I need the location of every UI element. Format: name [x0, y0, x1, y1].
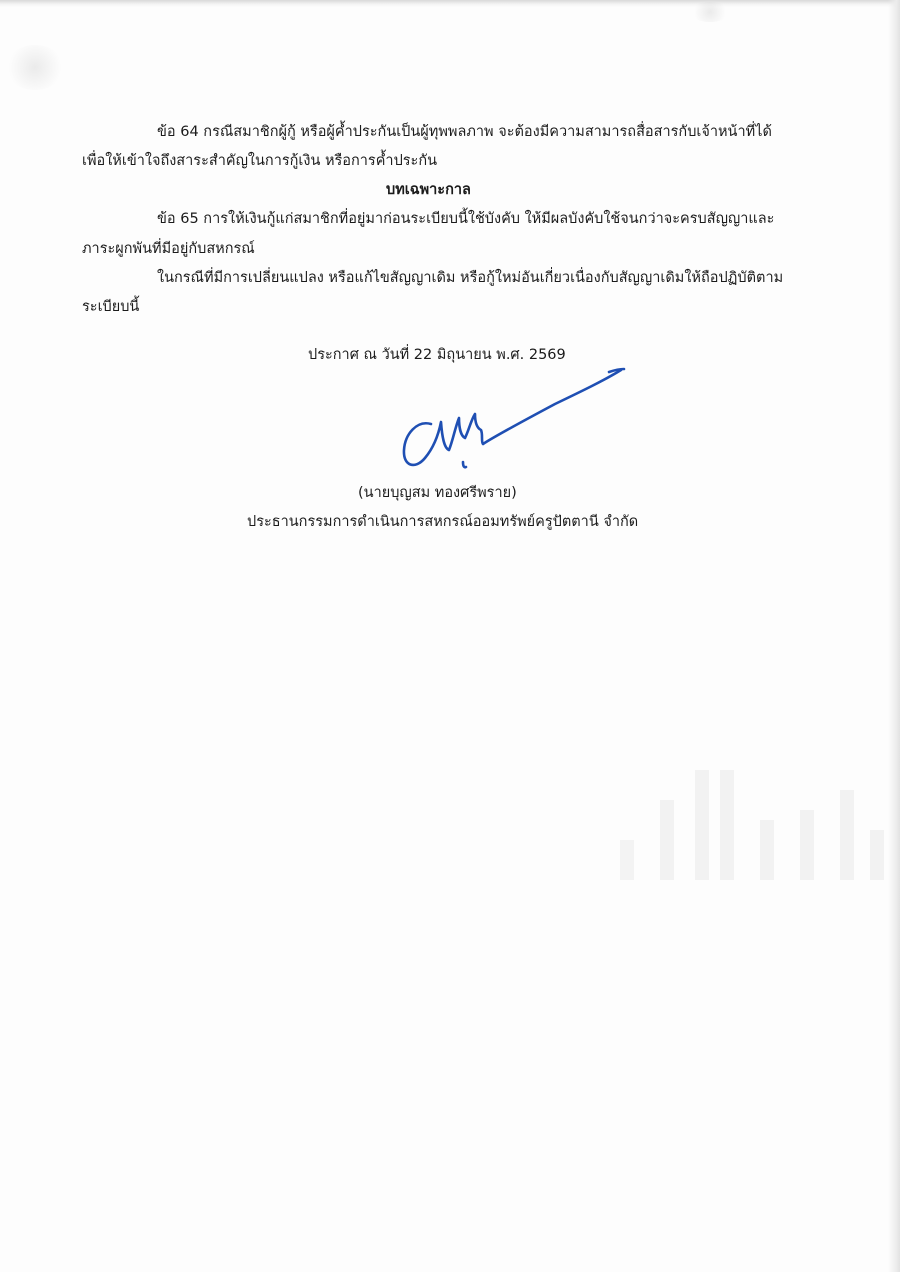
scan-top-edge	[0, 0, 900, 7]
article-65-line-2: ภาระผูกพันที่มีอยู่กับสหกรณ์	[82, 241, 255, 257]
article-65-paragraph-2-line-1: ในกรณีที่มีการเปลี่ยนแปลง หรือแก้ไขสัญญาเดิม หรือกู้ใหม่อันเกี่ยวเนื่องกับสัญญาเดิมให้ถือปฏิบัติตาม	[157, 270, 784, 286]
signatory-position: ประธานกรรมการดำเนินการสหกรณ์ออมทรัพย์ครูปัตตานี จำกัด	[247, 514, 639, 530]
scan-smudge	[690, 2, 730, 22]
signatory-name: (นายบุญสม ทองศรีพราย)	[358, 485, 517, 501]
article-65-paragraph-2-line-2: ระเบียบนี้	[82, 299, 140, 315]
announcement-date: ประกาศ ณ วันที่ 22 มิถุนายน พ.ศ. 2569	[308, 347, 566, 363]
scan-bleed-through	[600, 740, 900, 900]
article-64-line-1: ข้อ 64 กรณีสมาชิกผู้กู้ หรือผู้ค้ำประกันเป็นผู้ทุพพลภาพ จะต้องมีความสามารถสื่อสารกับเจ้าหน้าที่ได้	[157, 124, 772, 140]
article-64-line-2: เพื่อให้เข้าใจถึงสาระสำคัญในการกู้เงิน หรือการค้ำประกัน	[82, 153, 438, 169]
scan-right-edge	[888, 0, 900, 1272]
handwritten-signature	[395, 362, 635, 477]
transitional-provisions-heading: บทเฉพาะกาล	[386, 182, 471, 198]
scan-smudge	[5, 45, 65, 90]
article-65-line-1: ข้อ 65 การให้เงินกู้แก่สมาชิกที่อยู่มาก่อนระเบียบนี้ใช้บังคับ ให้มีผลบังคับใช้จนกว่าจะครบสัญญาและ	[157, 211, 775, 227]
